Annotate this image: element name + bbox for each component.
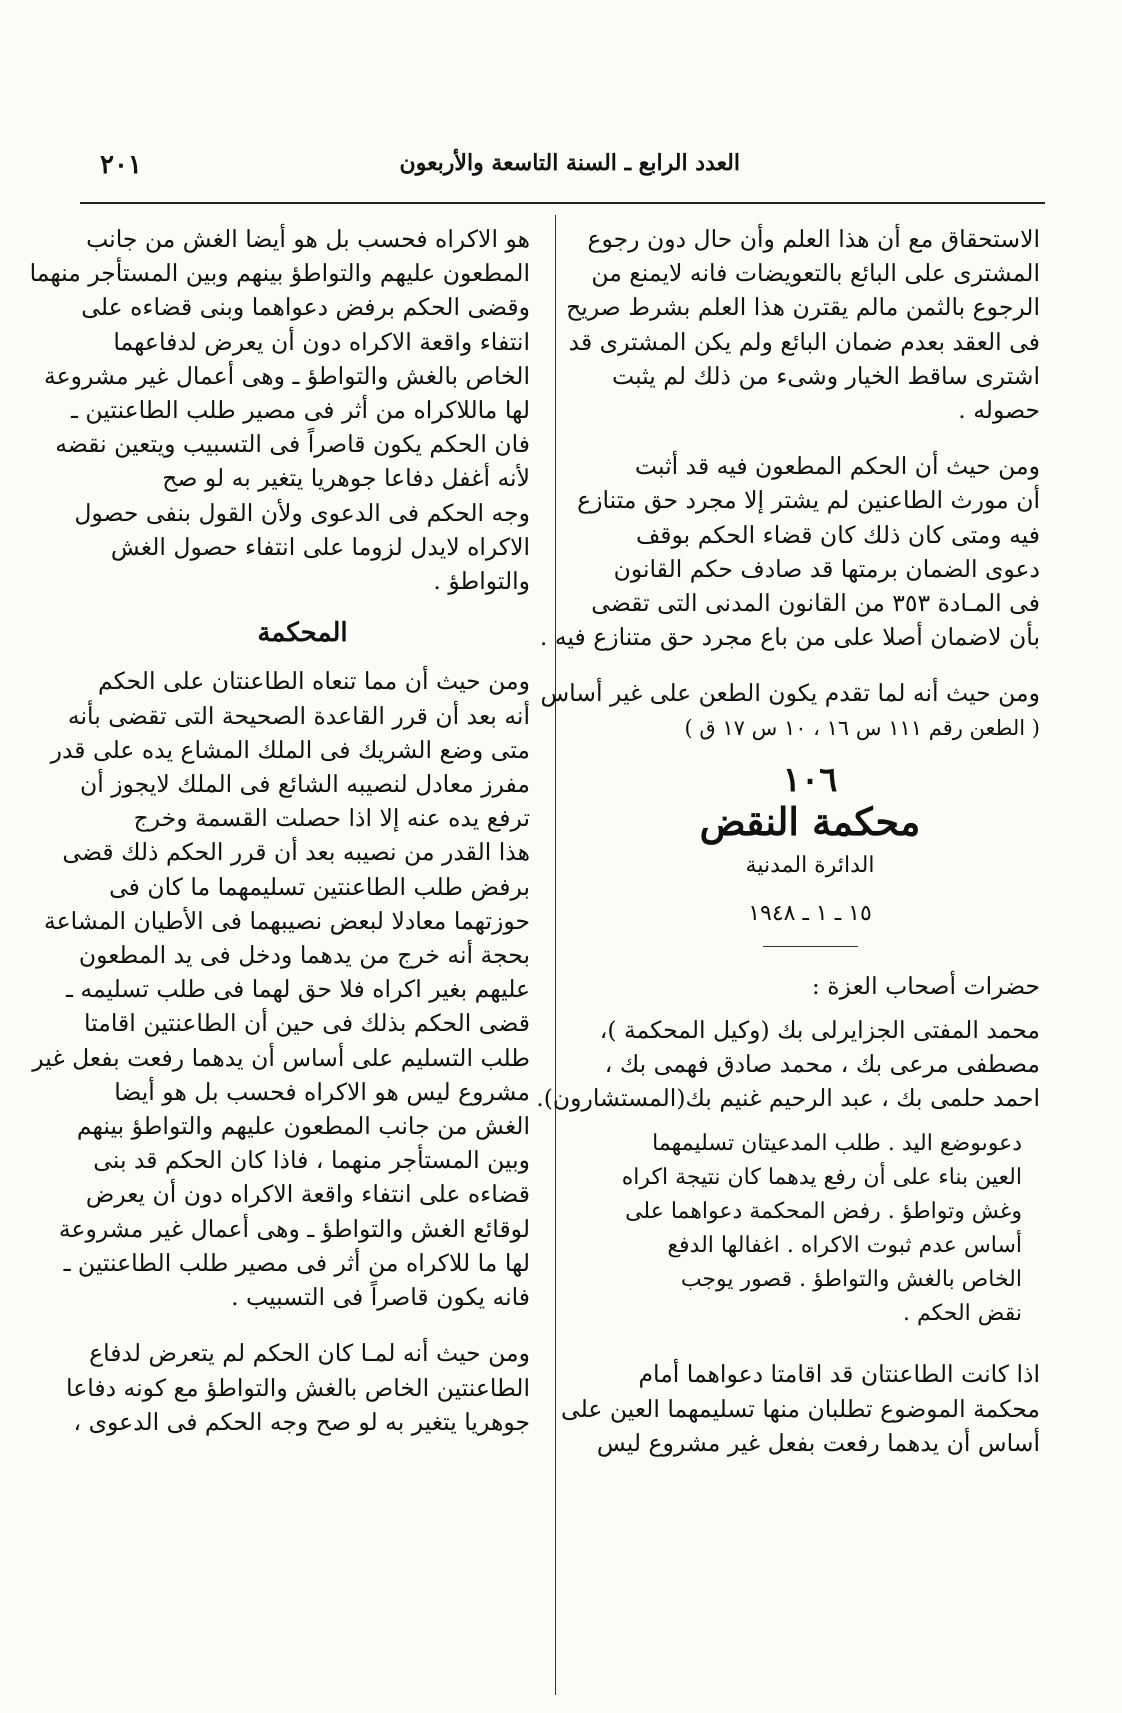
text-line: هو الاكراه فحسب بل هو أيضا الغش من جانب xyxy=(86,225,530,253)
text-line: ومن حيث أنه لمـا كان الحكم لم يتعرض لدفاع xyxy=(89,1339,530,1368)
text-line: اذا كانت الطاعنتان قد اقامتا دعواهما أمام xyxy=(638,1360,1040,1389)
text-line: الخاص بالغش والتواطؤ ـ وهى أعمال غير مشروعة xyxy=(44,361,530,390)
text-line: ترفع يده عنه إلا اذا حصلت القسمة وخرج xyxy=(133,804,530,833)
text-line: وجه الحكم فى الدعوى ولأن القول بنفى حصول xyxy=(74,498,530,527)
text-line: الطاعنتين الخاص بالغش والتواطؤ مع كونه دفاعا xyxy=(66,1373,530,1402)
text-line: الاكراه لايدل لزوما على انتفاء حصول الغش xyxy=(110,532,530,561)
text-line: متى وضع الشريك فى الملك المشاع يده على قدر xyxy=(50,735,530,764)
text-line: ومن حيث أنه لما تقدم يكون الطعن على غير أساس xyxy=(540,679,1040,708)
column-divider xyxy=(555,215,556,1695)
text-line: أن مورث الطاعنين لم يشتر إلا مجرد حق متنازع xyxy=(577,486,1040,515)
text-line: الغش من جانب المطعون عليهم والتواطؤ بينهم xyxy=(76,1112,530,1141)
text-line: فان الحكم يكون قاصراً فى التسبيب ويتعين نقضه xyxy=(55,430,530,459)
section-rule xyxy=(763,946,858,947)
appeal-reference: ( الطعن رقم ١١١ س ١٦ ، ١٠ س ١٧ ق ) xyxy=(684,715,1040,740)
text-line: المطعون عليهم والتواطؤ بينهم وبين المستأجر منهما xyxy=(29,259,530,288)
left-column xyxy=(29,222,530,1439)
paragraph xyxy=(66,1336,530,1439)
text-line: حوزتهما معادلا لبعض نصيبهما فى الأطيان المشاعة xyxy=(44,906,530,935)
text-line: طلب التسليم على أساس أن يدهما رفعت بفعل غير xyxy=(32,1043,530,1072)
text-line: محكمة الموضوع تطلبان منها تسليمهما العين على xyxy=(561,1394,1040,1423)
text-line: نقض الحكم . xyxy=(903,1301,1022,1327)
text-line: وقضى الحكم برفض دعواهما وبنى قضاءه على xyxy=(81,293,530,322)
page-header xyxy=(85,150,1040,192)
text-line: لها ماللاكراه من أثر فى مصير طلب الطاعنتين ـ xyxy=(71,396,530,425)
text-line: فى العقد بعدم ضمان البائع ولم يكن المشترى قد xyxy=(568,327,1040,356)
issue-title: العدد الرابع ـ السنة التاسعة والأربعون xyxy=(399,150,740,176)
text-line: دعوىوضع اليد . طلب المدعيتان تسليمهما xyxy=(652,1131,1022,1157)
text-line: احمد حلمى بك ، عبد الرحيم غنيم بك(المستشارون). xyxy=(536,1084,1040,1113)
text-line: أنه بعد أن قرر القاعدة الصحيحة التى تقضى بأنه xyxy=(67,701,530,730)
paragraph xyxy=(32,664,530,1314)
text-line: دعوى الضمان برمتها قد صادف حكم القانون xyxy=(613,554,1040,583)
page-number: ٢٠١ xyxy=(100,150,142,180)
text-line: عليهم بغير اكراه فلا حق لهما فى طلب تسليمه ـ xyxy=(66,975,530,1004)
session-date: ١٥ ـ ١ ـ ١٩٤٨ xyxy=(748,901,872,927)
text-line: والتواطؤ . xyxy=(433,567,530,596)
text-line: بحجة أنه خرج من يدهما ودخل فى يد المطعون xyxy=(78,941,530,970)
text-line: لوقائع الغش والتواطؤ ـ وهى أعمال غير مشروعة xyxy=(58,1214,530,1243)
text-line: مشروع ليس هو الاكراه فحسب بل هو أيضا xyxy=(114,1077,530,1106)
text-line: أساس عدم ثبوت الاكراه . اغفالها الدفع xyxy=(667,1233,1022,1259)
paragraph xyxy=(29,222,530,598)
text-line: أساس أن يدهما رفعت بفعل غير مشروع ليس xyxy=(596,1428,1040,1457)
text-line: العين بناء على أن رفع يدهما كان نتيجة اكراه xyxy=(621,1165,1022,1191)
text-line: قضاءه على انتفاء واقعة الاكراه دون أن يعرض xyxy=(85,1180,530,1209)
text-line: لها ما للاكراه من أثر فى مصير طلب الطاعنتين ـ xyxy=(63,1248,530,1277)
text-line: اشترى ساقط الخيار وشىء من ذلك لم يثبت xyxy=(612,361,1040,390)
case-summary xyxy=(580,1127,1040,1331)
text-line: بأن لاضمان أصلا على من باع مجرد حق متنازع فيه . xyxy=(539,623,1040,652)
text-line: الرجوع بالثمن مالم يقترن هذا العلم بشرط صريح xyxy=(566,293,1040,322)
header-rule xyxy=(80,202,1045,204)
text-line: قضى الحكم بذلك فى حين أن الطاعنتين اقامتا xyxy=(84,1009,530,1038)
paragraph xyxy=(566,222,1040,427)
case-number: ١٠٦ xyxy=(782,759,838,800)
text-line: فانه يكون قاصراً فى التسبيب . xyxy=(231,1283,530,1312)
text-line: فيه ومتى كان ذلك كان قضاء الحكم بوقف xyxy=(635,520,1040,549)
text-line: المشترى على البائع بالتعويضات فانه لايمنع من xyxy=(591,259,1040,288)
text-line: مصطفى مرعى بك ، محمد صادق فهمى بك ، xyxy=(604,1050,1040,1079)
text-line: انتفاء واقعة الاكراه دون أن يعرض لدفاعهما xyxy=(113,327,530,356)
text-line: حصوله . xyxy=(958,396,1040,425)
paragraph xyxy=(561,1357,1040,1460)
text-line: ومن حيث أن مما تنعاه الطاعنتان على الحكم xyxy=(98,667,530,696)
text-line: وبين المستأجر منهما ، فاذا كان الحكم قد بنى xyxy=(93,1146,530,1175)
court-name: محكمة النقض xyxy=(699,799,921,845)
text-line: محمد المفتى الجزايرلى بك (وكيل المحكمة )، xyxy=(599,1015,1040,1044)
circuit-name: الدائرة المدنية xyxy=(745,853,875,879)
text-line: وغش وتواطؤ . رفض المحكمة دعواهما على xyxy=(625,1199,1022,1225)
text-line: جوهريا يتغير به لو صح وجه الحكم فى الدعوى ، xyxy=(73,1407,530,1436)
text-line: الاستحقاق مع أن هذا العلم وأن حال دون رجوع xyxy=(587,225,1040,253)
judges-intro: حضرات أصحاب العزة : xyxy=(811,971,1040,1000)
text-line: ومن حيث أن الحكم المطعون فيه قد أثبت xyxy=(634,452,1040,481)
section-title: المحكمة xyxy=(257,618,348,649)
text-line: برفض طلب الطاعنتين تسليمهما ما كان فى xyxy=(109,872,530,901)
right-column xyxy=(536,222,1040,1460)
text-line: هذا القدر من نصيبه بعد أن قرر الحكم ذلك قضى xyxy=(62,838,530,867)
text-line: فى المـادة ٣٥٣ من القانون المدنى التى تقضى xyxy=(591,589,1040,618)
paragraph xyxy=(539,449,1040,654)
judges-list xyxy=(536,1013,1040,1116)
text-line: لأنه أغفل دفاعا جوهريا يتغير به لو صح xyxy=(162,464,530,493)
text-line: مفرز معادل لنصيبه الشائع فى الملك لايجوز أن xyxy=(79,770,530,799)
text-line: الخاص بالغش والتواطؤ . قصور يوجب xyxy=(680,1267,1022,1293)
paragraph xyxy=(540,676,1040,744)
